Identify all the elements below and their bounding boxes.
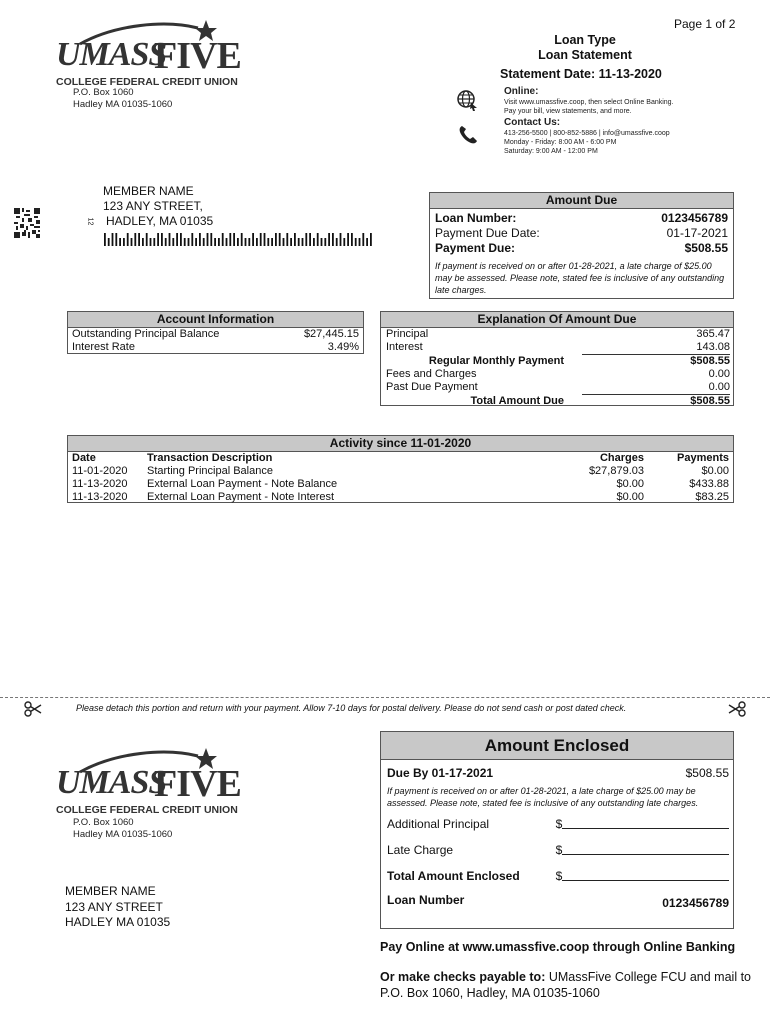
account-info-row: Outstanding Principal Balance $27,445.15 [72,328,359,340]
table-row: 11-13-2020 External Loan Payment - Note Interest $0.00 $83.25 [72,491,729,503]
barcode-bar [142,238,144,246]
account-info-title: Account Information [68,312,363,328]
barcode-bar [207,233,209,246]
barcode-bar [131,238,133,246]
logo-brand-left: UMASS [56,764,167,801]
principal-value: 365.47 [696,328,730,340]
barcode-bar [127,233,129,246]
explanation-box [380,311,734,406]
fees-value: 0.00 [708,368,730,380]
detach-line [0,697,770,698]
detach-instructions: Please detach this portion and return with your payment. Allow 7-10 days for postal delivery. Please do not send cash or post dated check. [76,703,627,713]
barcode-bar [165,238,167,246]
globe-icon [456,89,478,111]
barcode-bar [279,233,281,246]
barcode-bar [210,233,212,246]
barcode-bar [260,233,262,246]
checks-payable-text: Or make checks payable to: UMassFive College FCU and mail to P.O. Box 1060, Hadley, MA 01035-1060 [380,970,751,1000]
barcode-bar [195,238,197,246]
past-due-value: 0.00 [708,381,730,393]
coupon-late-note: If payment is received on or after 01-28-2021, a late charge of $25.00 may be assessed. Please note, stated fee is inclusive of any outstanding late charges. [387,786,699,808]
total-enclosed-label: Total Amount Enclosed [387,869,520,883]
late-charge-label: Late Charge [387,843,454,857]
barcode-bar [313,238,315,246]
account-info-box [67,311,364,354]
barcode-bar [203,238,205,246]
statement-title: Loan Statement [538,48,632,62]
umassfive-logo [56,32,256,88]
barcode-bar [184,238,186,246]
late-charge-field[interactable] [562,843,729,855]
activity-title: Activity since 11-01-2020 [68,436,733,452]
pay-online-text: Pay Online at www.umassfive.coop through Online Banking [380,940,736,954]
barcode-bar [229,233,231,246]
regular-payment-label: Regular Monthly Payment [428,355,564,367]
mailing-address: P.O. Box 1060 Hadley MA 01035-1060 [73,87,173,110]
barcode-bar [146,233,148,246]
due-date-label: Payment Due Date: [435,226,540,240]
total-due-value: $508.55 [690,395,730,407]
due-date-value: 01-17-2021 [666,226,728,240]
barcode-bar [161,233,163,246]
barcode-bar [172,238,174,246]
loan-number-label: Loan Number: [435,211,517,225]
barcode-bar [267,238,269,246]
late-charge-note: If payment is received on or after 01-28-2021, a late charge of $25.00 may be assessed. Please note, stated fee is inclusive of any outstanding late charges. [435,261,725,295]
statement-header [490,33,680,63]
barcode-bar [305,233,307,246]
barcode-bar [104,233,106,246]
barcode-bar [298,238,300,246]
amount-due-box [429,192,734,299]
barcode-bar [134,233,136,246]
barcode-bar [317,233,319,246]
barcode-bar [245,238,247,246]
coupon-member-address: MEMBER NAME 123 ANY STREET HADLEY MA 01035 [65,884,171,929]
barcode-bar [359,238,361,246]
loan-type: Loan Type [554,33,616,47]
interest-value: 143.08 [696,341,730,353]
barcode-bar [283,238,285,246]
scissors-icon [728,701,746,717]
page-number: Page 1 of 2 [674,17,736,31]
barcode-bar [366,238,368,246]
barcode-bar [180,233,182,246]
amount-due-title: Amount Due [430,193,733,209]
barcode-bar [332,233,334,246]
barcode-bar [324,238,326,246]
barcode-bar [248,238,250,246]
barcode-bar [370,233,372,246]
barcode-bar [157,233,159,246]
barcode-bar [294,233,296,246]
barcode-bar [222,233,224,246]
additional-principal-field[interactable] [562,817,729,829]
barcode-bar [336,238,338,246]
statement-date: Statement Date: 11-13-2020 [500,67,662,81]
barcode-bar [123,238,125,246]
barcode-bar [153,238,155,246]
barcode-bar [328,233,330,246]
barcode-bar [256,238,258,246]
account-info-row: Interest Rate 3.49% [72,341,359,353]
barcode-bar [115,233,117,246]
barcode-bar [302,238,304,246]
contact-block: Contact Us: 413-256-5500 | 800-852-5886 | info@umassfive.coop Monday - Friday: 8:00 AM - 6:00 PM Saturday: 9:00 AM - 12:00 PM [504,117,670,155]
member-street: 123 ANY STREET, [103,199,203,213]
barcode-bar [138,233,140,246]
logo-brand-left: UMASS [56,36,167,73]
barcode-bar [176,233,178,246]
postal-barcode [103,233,373,247]
barcode-bar [226,238,228,246]
logo-brand-right: FIVE [154,763,241,805]
barcode-bar [108,238,110,246]
barcode-bar [264,233,266,246]
barcode-bar [347,233,349,246]
principal-label: Principal [386,328,429,340]
amount-enclosed-box: Amount Enclosed Due By 01-17-2021 $508.55 If payment is received on or after 01-28-2021, a late charge of $25.00 may be assessed. Please note, stated fee is inclusive of any outstanding late charges. Additional Principal $ Late Charge $ Total Amount Enclosed $ Loan Number 0123456789 [380,731,734,929]
explanation-title: Explanation Of Amount Due [381,312,733,328]
coupon-loan-number-value: 0123456789 [662,896,729,910]
phone-icon [458,125,478,145]
barcode-bar [271,238,273,246]
logo-subtitle: COLLEGE FEDERAL CREDIT UNION [56,76,238,88]
payment-due-label: Payment Due: [435,241,516,255]
barcode-bar [286,233,288,246]
barcode-bar [199,233,201,246]
barcode-bar [351,233,353,246]
barcode-bar [218,238,220,246]
activity-box [67,435,734,503]
interest-label: Interest [386,341,423,353]
barcode-bar [340,233,342,246]
online-block: Online: Visit www.umassfive.coop, then select Online Banking. Pay your bill, view statements, and more. [504,86,674,115]
barcode-bar [290,238,292,246]
total-enclosed-field[interactable] [562,869,729,881]
barcode-bar [252,233,254,246]
total-due-label: Total Amount Due [470,395,564,407]
activity-header-row: Date Transaction Description Charges Payments [72,452,729,464]
scissors-icon [24,701,42,717]
payment-due-value: $508.55 [684,241,728,255]
barcode-bar [237,238,239,246]
barcode-bar [112,233,114,246]
barcode-bar [191,233,193,246]
qr-code [14,208,40,238]
logo-subtitle: COLLEGE FEDERAL CREDIT UNION [56,804,238,816]
barcode-bar [355,238,357,246]
umassfive-logo [56,760,256,816]
table-row: 11-01-2020 Starting Principal Balance $27,879.03 $0.00 [72,465,729,477]
loan-number-value: 0123456789 [661,211,728,225]
barcode-bar [150,238,152,246]
member-address [103,184,213,229]
member-name: MEMBER NAME [103,184,194,198]
barcode-bar [241,233,243,246]
barcode-bar [362,233,364,246]
table-row: 11-13-2020 External Loan Payment - Note Balance $0.00 $433.88 [72,478,729,490]
barcode-bar [233,233,235,246]
barcode-bar [275,233,277,246]
side-code: 12 [86,217,94,226]
amount-enclosed-title: Amount Enclosed [381,732,733,760]
logo-brand-right: FIVE [154,35,241,77]
barcode-bar [343,238,345,246]
past-due-label: Past Due Payment [386,381,478,393]
member-city: HADLEY, MA 01035 [106,214,214,228]
coupon-loan-number-label: Loan Number [387,893,465,907]
barcode-bar [214,238,216,246]
additional-principal-label: Additional Principal [387,817,490,831]
fees-label: Fees and Charges [386,368,477,380]
mailing-address: P.O. Box 1060 Hadley MA 01035-1060 [73,817,173,840]
due-amount: $508.55 [685,766,729,780]
due-by: Due By 01-17-2021 [387,766,494,780]
barcode-bar [321,238,323,246]
barcode-bar [309,233,311,246]
barcode-bar [188,238,190,246]
barcode-bar [169,233,171,246]
barcode-bar [119,238,121,246]
regular-payment-value: $508.55 [690,355,730,367]
